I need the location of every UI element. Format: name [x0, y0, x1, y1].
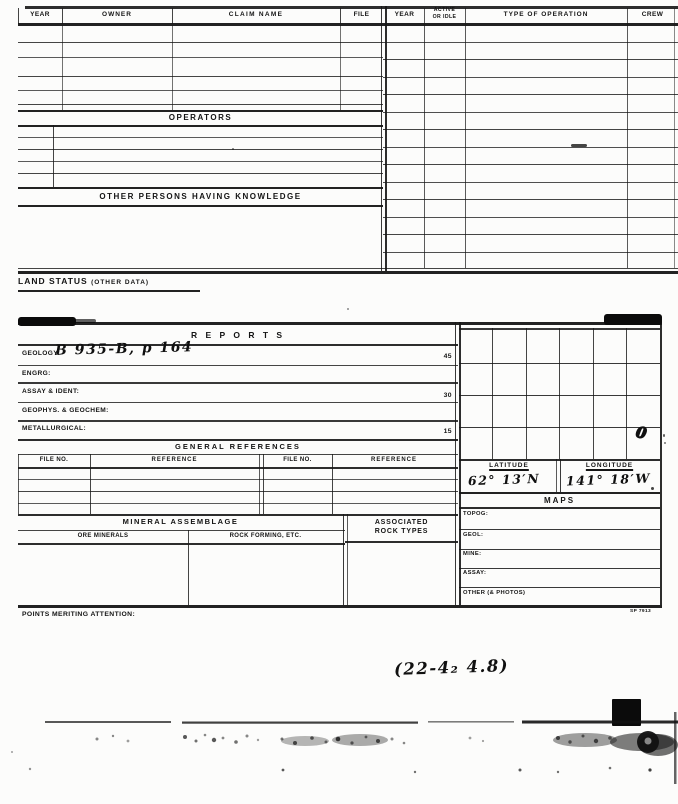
latitude-value: 62° 13′N	[467, 470, 541, 489]
ruled-line	[383, 94, 678, 95]
margin-number-30: 30	[443, 392, 452, 399]
ruled-line	[18, 271, 678, 274]
map-row-assay: ASSAY:	[463, 570, 487, 576]
handwritten-note: (22-4₂ 4.8)	[393, 655, 510, 680]
ruled-line	[383, 112, 678, 113]
map-row-mine: MINE:	[463, 551, 482, 557]
column-line	[674, 8, 675, 268]
ruled-line	[18, 42, 383, 43]
ruled-line	[459, 507, 660, 509]
genref-col-reference-1: REFERENCE	[151, 457, 198, 463]
column-line	[259, 454, 260, 514]
ops-header-active-line2: OR IDLE	[432, 14, 457, 20]
column-line	[492, 328, 493, 459]
column-line	[62, 25, 63, 110]
ruled-line	[18, 491, 458, 492]
column-line	[340, 25, 341, 110]
column-line	[627, 8, 628, 268]
ruled-line	[18, 161, 383, 162]
ruled-line	[459, 492, 660, 494]
reports-title: R E P O R T S	[190, 330, 286, 340]
ruled-line	[383, 252, 678, 253]
ruled-line	[18, 57, 383, 58]
ruled-line	[18, 76, 383, 77]
column-line	[53, 125, 54, 187]
column-line	[593, 328, 594, 459]
scan-speck	[664, 442, 666, 444]
ruled-line	[18, 137, 383, 138]
claims-header-claim-name: CLAIM NAME	[228, 11, 284, 18]
ruled-line	[18, 268, 678, 269]
land-status-text: LAND STATUS	[18, 276, 88, 286]
ruled-line	[18, 23, 678, 26]
ops-header-type: TYPE OF OPERATION	[503, 11, 589, 18]
ruled-line	[18, 439, 458, 441]
form-number: SP 7913	[630, 609, 652, 614]
map-row-geol: GEOL:	[463, 532, 484, 538]
column-line	[626, 328, 627, 459]
margin-number-15: 15	[443, 428, 452, 435]
ruled-line	[18, 110, 383, 112]
ruled-line	[18, 365, 458, 366]
map-row-other-photos: OTHER (& PHOTOS)	[463, 590, 526, 596]
ruled-line	[383, 182, 678, 183]
column-line	[459, 322, 461, 605]
claims-header-year: YEAR	[30, 11, 50, 18]
scan-speck	[663, 434, 665, 437]
ruled-line	[18, 503, 458, 504]
scan-speck	[651, 487, 654, 490]
margin-number-45: 45	[443, 353, 452, 360]
column-line	[263, 454, 264, 514]
ruled-line	[459, 549, 660, 550]
longitude-label: LONGITUDE	[585, 462, 634, 469]
ops-header-year: YEAR	[394, 11, 415, 18]
column-line	[332, 454, 333, 514]
scan-smudge-dash	[571, 144, 587, 147]
report-row-label-geology: GEOLOGY:	[22, 350, 61, 357]
operators-section-title: OPERATORS	[168, 113, 233, 122]
other-persons-section-title: OTHER PERSONS HAVING KNOWLEDGE	[99, 192, 302, 201]
ruled-line	[383, 42, 678, 43]
ruled-line	[383, 234, 678, 235]
ops-header-crew: CREW	[641, 11, 664, 18]
scan-speck	[347, 308, 349, 310]
scan-speck	[232, 148, 234, 150]
ruled-line	[18, 467, 458, 469]
ruled-line	[18, 420, 458, 422]
ruled-line	[18, 382, 458, 384]
column-line	[381, 6, 382, 271]
ore-minerals-column: ORE MINERALS	[77, 533, 129, 539]
column-line	[465, 8, 466, 268]
ruled-line	[18, 454, 458, 455]
column-line	[18, 454, 19, 514]
ruled-line	[18, 543, 345, 545]
ruled-line	[18, 205, 383, 207]
scan-blotch-left	[18, 317, 76, 326]
ruled-line	[383, 217, 678, 218]
land-status-label	[18, 276, 149, 286]
column-line	[556, 459, 557, 492]
scan-noise-strip	[0, 712, 678, 804]
ruled-line	[18, 125, 383, 127]
ruled-line	[383, 77, 678, 78]
column-line	[559, 328, 560, 459]
ruled-line	[18, 530, 345, 531]
genref-col-reference-2: REFERENCE	[370, 457, 417, 463]
ruled-line	[345, 541, 458, 543]
report-row-label-geophys: GEOPHYS. & GEOCHEM:	[22, 407, 109, 414]
mineral-assemblage-title: MINERAL ASSEMBLAGE	[122, 517, 239, 526]
column-line	[424, 8, 425, 268]
ruled-line	[383, 129, 678, 130]
map-row-topog: TOPOG:	[463, 511, 489, 517]
column-line	[526, 328, 527, 459]
ruled-line	[18, 90, 383, 91]
claims-header-file: FILE	[353, 11, 370, 18]
column-line	[343, 514, 344, 605]
grid-handwritten-mark: 0	[634, 423, 650, 443]
scan-blotch-right	[604, 314, 662, 325]
ruled-line	[383, 164, 678, 165]
scan-blotch-left-tail	[74, 319, 96, 323]
rock-forming-column: ROCK FORMING, ETC.	[229, 533, 302, 539]
ruled-line	[18, 173, 383, 174]
report-row-label-assay: ASSAY & IDENT:	[22, 388, 80, 395]
ruled-line	[18, 149, 383, 150]
column-line	[172, 25, 173, 110]
column-line	[90, 454, 91, 514]
column-line	[660, 322, 662, 605]
ruled-line	[459, 587, 660, 588]
ruled-line	[18, 514, 458, 516]
genref-col-file-no-2: FILE NO.	[283, 457, 312, 463]
genref-col-file-no-1: FILE NO.	[39, 457, 69, 463]
general-references-title: GENERAL REFERENCES	[175, 442, 301, 451]
latitude-label: LATITUDE	[489, 462, 529, 469]
ops-header-active-line1: ACTIVE	[433, 7, 456, 13]
geology-report-value: B 935-B, p 164	[54, 339, 194, 359]
ruled-line	[18, 290, 200, 292]
longitude-value: 141° 18′W	[565, 470, 652, 489]
ruled-line	[18, 605, 662, 608]
ruled-line	[383, 59, 678, 60]
column-line	[455, 322, 456, 605]
ruled-line	[383, 199, 678, 200]
column-line	[188, 530, 189, 605]
points-meriting-attention-label: POINTS MERITING ATTENTION:	[22, 611, 136, 618]
ruled-line	[18, 479, 458, 480]
ruled-line	[383, 147, 678, 148]
associated-rock-types-line1: ASSOCIATED	[374, 519, 429, 526]
ruled-line	[459, 529, 660, 530]
ruled-line	[18, 402, 458, 403]
ruled-line	[18, 187, 383, 189]
associated-rock-types-line2: ROCK TYPES	[374, 528, 429, 535]
report-row-label-engrg: ENGRG:	[22, 370, 51, 377]
column-line	[385, 6, 387, 271]
land-status-qualifier: (OTHER DATA)	[91, 279, 150, 286]
maps-title: MAPS	[543, 496, 576, 505]
ruled-line	[25, 6, 678, 9]
ruled-line	[459, 568, 660, 569]
ruled-line	[18, 322, 662, 325]
ruled-line	[18, 104, 383, 105]
claims-header-owner: OWNER	[102, 11, 132, 18]
report-row-label-metallurgical: METALLURGICAL:	[22, 425, 87, 432]
